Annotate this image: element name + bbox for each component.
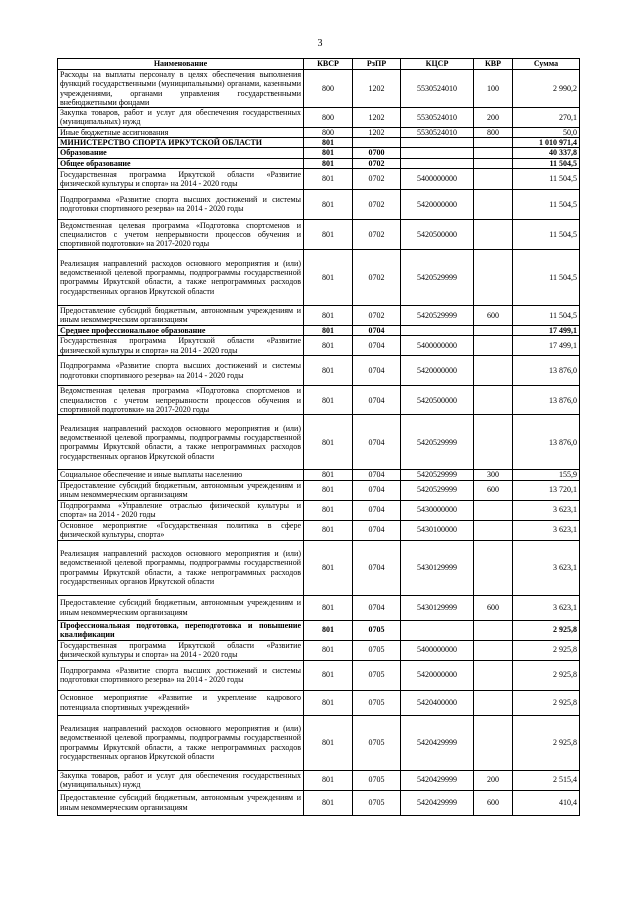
- table-row: [58, 305, 580, 325]
- cell-kvsr: 800: [304, 70, 353, 108]
- cell-sum: 155,9: [513, 470, 580, 480]
- cell-kvr: [474, 620, 513, 640]
- cell-rzpr: 0704: [353, 386, 401, 415]
- cell-kcsr: 5420529999: [401, 480, 474, 500]
- cell-kcsr: 5420000000: [401, 660, 474, 690]
- cell-name: Образование: [58, 148, 304, 158]
- cell-kvr: [474, 189, 513, 219]
- table-row: [58, 480, 580, 500]
- cell-kvr: [474, 148, 513, 158]
- cell-sum: 2 925,8: [513, 660, 580, 690]
- cell-name: Реализация направлений расходов основного мероприятия и (или) ведомственной целевой программы, подпрограммы государственной программы Иркутской области, а также непрограммных расходов государственных органов Иркутской области: [58, 249, 304, 305]
- table-row: [58, 356, 580, 386]
- cell-kcsr: [401, 325, 474, 335]
- cell-sum: 13 876,0: [513, 415, 580, 470]
- table-row: [58, 470, 580, 480]
- cell-kvsr: 801: [304, 595, 353, 620]
- cell-kcsr: [401, 158, 474, 168]
- cell-kcsr: 5420429999: [401, 715, 474, 770]
- cell-kcsr: 5420500000: [401, 386, 474, 415]
- cell-kvr: [474, 219, 513, 249]
- table-row: [58, 500, 580, 520]
- cell-rzpr: 0702: [353, 158, 401, 168]
- cell-rzpr: 0704: [353, 325, 401, 335]
- cell-kvr: 300: [474, 470, 513, 480]
- cell-kcsr: 5430129999: [401, 540, 474, 595]
- cell-kcsr: 5400000000: [401, 336, 474, 356]
- cell-name: Основное мероприятие «Государственная политика в сфере физической культуры, спорта»: [58, 520, 304, 540]
- cell-sum: 11 504,5: [513, 305, 580, 325]
- table-row: [58, 127, 580, 137]
- cell-rzpr: [353, 138, 401, 148]
- cell-rzpr: 0704: [353, 540, 401, 595]
- cell-kvr: 600: [474, 480, 513, 500]
- cell-kvr: [474, 356, 513, 386]
- cell-name: Социальное обеспечение и иные выплаты населению: [58, 470, 304, 480]
- cell-kcsr: 5430000000: [401, 500, 474, 520]
- cell-kvr: [474, 249, 513, 305]
- cell-rzpr: 0704: [353, 336, 401, 356]
- cell-kvsr: 801: [304, 249, 353, 305]
- table-row: [58, 325, 580, 335]
- table-row: [58, 219, 580, 249]
- cell-name: Иные бюджетные ассигнования: [58, 127, 304, 137]
- cell-kvsr: 801: [304, 189, 353, 219]
- cell-sum: 2 990,2: [513, 70, 580, 108]
- cell-kcsr: 5420000000: [401, 356, 474, 386]
- cell-kcsr: [401, 138, 474, 148]
- cell-rzpr: 0702: [353, 305, 401, 325]
- cell-kvsr: 801: [304, 415, 353, 470]
- cell-kvsr: 801: [304, 500, 353, 520]
- table-row: [58, 520, 580, 540]
- cell-name: Профессиональная подготовка, переподготовка и повышение квалификации: [58, 620, 304, 640]
- cell-rzpr: 0704: [353, 595, 401, 620]
- cell-rzpr: 0705: [353, 660, 401, 690]
- cell-sum: 2 925,8: [513, 715, 580, 770]
- table-row: [58, 386, 580, 415]
- cell-kvsr: 801: [304, 325, 353, 335]
- cell-name: Расходы на выплаты персоналу в целях обеспечения выполнения функций государственными (муниципальными) органами, казенными учреждениями, органами управления государственными внебюджетными фондами: [58, 70, 304, 108]
- cell-kvsr: 801: [304, 790, 353, 815]
- cell-name: Государственная программа Иркутской области «Развитие физической культуры и спорта» на 2014 - 2020 годы: [58, 640, 304, 660]
- cell-kvr: [474, 386, 513, 415]
- cell-kvsr: 801: [304, 770, 353, 790]
- table-row: [58, 690, 580, 715]
- cell-kcsr: 5420429999: [401, 790, 474, 815]
- cell-kvr: [474, 325, 513, 335]
- cell-sum: 2 515,4: [513, 770, 580, 790]
- cell-name: Закупка товаров, работ и услуг для обеспечения государственных (муниципальных) нужд: [58, 770, 304, 790]
- cell-sum: 2 925,8: [513, 620, 580, 640]
- cell-kvsr: 801: [304, 690, 353, 715]
- column-header-name: Наименование: [58, 59, 304, 70]
- cell-kcsr: 5420500000: [401, 219, 474, 249]
- cell-kvr: 600: [474, 305, 513, 325]
- cell-kvr: [474, 158, 513, 168]
- cell-sum: 3 623,1: [513, 520, 580, 540]
- cell-sum: 11 504,5: [513, 158, 580, 168]
- cell-kcsr: 5420529999: [401, 415, 474, 470]
- table-row: [58, 70, 580, 108]
- cell-kvr: [474, 660, 513, 690]
- cell-kcsr: 5420529999: [401, 470, 474, 480]
- cell-kvr: [474, 336, 513, 356]
- cell-kvsr: 801: [304, 305, 353, 325]
- cell-kvr: [474, 690, 513, 715]
- cell-kvsr: 801: [304, 540, 353, 595]
- cell-rzpr: 1202: [353, 127, 401, 137]
- table-row: [58, 336, 580, 356]
- cell-sum: 11 504,5: [513, 189, 580, 219]
- cell-kvsr: 801: [304, 480, 353, 500]
- cell-name: Государственная программа Иркутской области «Развитие физической культуры и спорта» на 2014 - 2020 годы: [58, 168, 304, 189]
- cell-rzpr: 0700: [353, 148, 401, 158]
- cell-kcsr: 5420429999: [401, 770, 474, 790]
- cell-kcsr: [401, 620, 474, 640]
- cell-kvsr: 801: [304, 640, 353, 660]
- cell-kvsr: 801: [304, 520, 353, 540]
- table-row: [58, 138, 580, 148]
- cell-sum: 40 337,8: [513, 148, 580, 158]
- cell-rzpr: 0705: [353, 770, 401, 790]
- cell-kvsr: 801: [304, 219, 353, 249]
- column-header-kvr: КВР: [474, 59, 513, 70]
- cell-kvsr: 801: [304, 715, 353, 770]
- cell-kvsr: 800: [304, 127, 353, 137]
- table-row: [58, 158, 580, 168]
- cell-name: Подпрограмма «Развитие спорта высших достижений и системы подготовки спортивного резерва» на 2014 - 2020 годы: [58, 189, 304, 219]
- cell-kvr: [474, 715, 513, 770]
- table-row: [58, 540, 580, 595]
- cell-name: Предоставление субсидий бюджетным, автономным учреждениям и иным некоммерческим организациям: [58, 480, 304, 500]
- cell-sum: 50,0: [513, 127, 580, 137]
- cell-sum: 13 720,1: [513, 480, 580, 500]
- cell-kvr: 800: [474, 127, 513, 137]
- cell-kcsr: 5400000000: [401, 168, 474, 189]
- cell-kvsr: 801: [304, 148, 353, 158]
- cell-name: Реализация направлений расходов основного мероприятия и (или) ведомственной целевой программы, подпрограммы государственной программы Иркутской области, а также непрограммных расходов государственных органов Иркутской области: [58, 415, 304, 470]
- table-row: [58, 715, 580, 770]
- cell-rzpr: 0704: [353, 356, 401, 386]
- cell-sum: 3 623,1: [513, 500, 580, 520]
- cell-rzpr: 0704: [353, 470, 401, 480]
- table-row: [58, 249, 580, 305]
- cell-kcsr: 5430129999: [401, 595, 474, 620]
- cell-rzpr: 0704: [353, 415, 401, 470]
- column-header-kcsr: КЦСР: [401, 59, 474, 70]
- cell-kvsr: 801: [304, 356, 353, 386]
- cell-kcsr: 5530524010: [401, 127, 474, 137]
- cell-kvr: [474, 640, 513, 660]
- cell-sum: 17 499,1: [513, 336, 580, 356]
- cell-name: Реализация направлений расходов основного мероприятия и (или) ведомственной целевой программы, подпрограммы государственной программы Иркутской области, а также непрограммных расходов государственных органов Иркутской области: [58, 540, 304, 595]
- cell-sum: 3 623,1: [513, 540, 580, 595]
- cell-kcsr: 5400000000: [401, 640, 474, 660]
- cell-name: Государственная программа Иркутской области «Развитие физической культуры и спорта» на 2014 - 2020 годы: [58, 336, 304, 356]
- page-number: 3: [317, 38, 323, 49]
- table-row: [58, 770, 580, 790]
- cell-name: Среднее профессиональное образование: [58, 325, 304, 335]
- cell-kvr: [474, 540, 513, 595]
- cell-kvsr: 801: [304, 336, 353, 356]
- cell-kcsr: [401, 148, 474, 158]
- cell-kvr: 600: [474, 790, 513, 815]
- column-header-rzpr: РзПР: [353, 59, 401, 70]
- cell-name: МИНИСТЕРСТВО СПОРТА ИРКУТСКОЙ ОБЛАСТИ: [58, 138, 304, 148]
- column-header-sum: Сумма: [513, 59, 580, 70]
- table-row: [58, 189, 580, 219]
- cell-kcsr: 5530524010: [401, 70, 474, 108]
- table-row: [58, 108, 580, 128]
- cell-rzpr: 0704: [353, 480, 401, 500]
- cell-kvsr: 801: [304, 138, 353, 148]
- cell-kvsr: 801: [304, 660, 353, 690]
- cell-rzpr: 0702: [353, 168, 401, 189]
- cell-kcsr: 5420529999: [401, 305, 474, 325]
- cell-sum: 13 876,0: [513, 386, 580, 415]
- cell-kvr: 200: [474, 770, 513, 790]
- cell-rzpr: 0702: [353, 249, 401, 305]
- cell-name: Ведомственная целевая программа «Подготовка спортсменов и специалистов с учетом непрерывности процессов обучения и спортивной подготовки» на 2017-2020 годы: [58, 219, 304, 249]
- cell-rzpr: 0705: [353, 790, 401, 815]
- cell-sum: 13 876,0: [513, 356, 580, 386]
- cell-rzpr: 0702: [353, 189, 401, 219]
- table-header-row: [58, 59, 580, 70]
- cell-name: Реализация направлений расходов основного мероприятия и (или) ведомственной целевой программы, подпрограммы государственной программы Иркутской области, а также непрограммных расходов государственных органов Иркутской области: [58, 715, 304, 770]
- cell-name: Закупка товаров, работ и услуг для обеспечения государственных (муниципальных) нужд: [58, 108, 304, 128]
- cell-kvsr: 801: [304, 386, 353, 415]
- cell-rzpr: 0705: [353, 640, 401, 660]
- cell-rzpr: 1202: [353, 108, 401, 128]
- cell-kcsr: 5420000000: [401, 189, 474, 219]
- table-row: [58, 168, 580, 189]
- cell-kvsr: 800: [304, 108, 353, 128]
- cell-kvr: [474, 415, 513, 470]
- table-row: [58, 620, 580, 640]
- cell-kcsr: 5420400000: [401, 690, 474, 715]
- cell-kvr: [474, 520, 513, 540]
- cell-name: Ведомственная целевая программа «Подготовка спортсменов и специалистов с учетом непрерывности процессов обучения и спортивной подготовки» на 2017-2020 годы: [58, 386, 304, 415]
- cell-name: Предоставление субсидий бюджетным, автономным учреждениям и иным некоммерческим организациям: [58, 790, 304, 815]
- cell-rzpr: 0702: [353, 219, 401, 249]
- cell-kvr: 600: [474, 595, 513, 620]
- cell-kvr: [474, 138, 513, 148]
- cell-kvr: 200: [474, 108, 513, 128]
- table-row: [58, 790, 580, 815]
- cell-rzpr: 0705: [353, 620, 401, 640]
- budget-table: [57, 58, 580, 816]
- cell-sum: 270,1: [513, 108, 580, 128]
- cell-rzpr: 1202: [353, 70, 401, 108]
- cell-kvsr: 801: [304, 470, 353, 480]
- cell-name: Предоставление субсидий бюджетным, автономным учреждениям и иным некоммерческим организациям: [58, 305, 304, 325]
- cell-rzpr: 0705: [353, 690, 401, 715]
- cell-kvr: [474, 500, 513, 520]
- cell-rzpr: 0704: [353, 500, 401, 520]
- cell-rzpr: 0705: [353, 715, 401, 770]
- cell-sum: 2 925,8: [513, 640, 580, 660]
- cell-sum: 2 925,8: [513, 690, 580, 715]
- cell-sum: 1 010 971,4: [513, 138, 580, 148]
- cell-sum: 11 504,5: [513, 249, 580, 305]
- cell-sum: 11 504,5: [513, 219, 580, 249]
- cell-name: Подпрограмма «Развитие спорта высших достижений и системы подготовки спортивного резерва» на 2014 - 2020 годы: [58, 356, 304, 386]
- cell-sum: 17 499,1: [513, 325, 580, 335]
- column-header-kvsr: КВСР: [304, 59, 353, 70]
- table-body: [58, 70, 580, 816]
- cell-sum: 11 504,5: [513, 168, 580, 189]
- cell-sum: 410,4: [513, 790, 580, 815]
- cell-kvsr: 801: [304, 158, 353, 168]
- table-row: [58, 640, 580, 660]
- cell-kvr: 100: [474, 70, 513, 108]
- cell-kcsr: 5530524010: [401, 108, 474, 128]
- cell-kcsr: 5420529999: [401, 249, 474, 305]
- cell-name: Подпрограмма «Управление отраслью физической культуры и спорта» на 2014 - 2020 годы: [58, 500, 304, 520]
- cell-sum: 3 623,1: [513, 595, 580, 620]
- cell-kvsr: 801: [304, 620, 353, 640]
- cell-name: Подпрограмма «Развитие спорта высших достижений и системы подготовки спортивного резерва» на 2014 - 2020 годы: [58, 660, 304, 690]
- cell-name: Предоставление субсидий бюджетным, автономным учреждениям и иным некоммерческим организациям: [58, 595, 304, 620]
- cell-rzpr: 0704: [353, 520, 401, 540]
- cell-name: Основное мероприятие «Развитие и укрепление кадрового потенциала спортивных учреждений»: [58, 690, 304, 715]
- table-row: [58, 415, 580, 470]
- table-row: [58, 595, 580, 620]
- table-row: [58, 660, 580, 690]
- cell-kvsr: 801: [304, 168, 353, 189]
- cell-name: Общее образование: [58, 158, 304, 168]
- cell-kvr: [474, 168, 513, 189]
- cell-kcsr: 5430100000: [401, 520, 474, 540]
- table-row: [58, 148, 580, 158]
